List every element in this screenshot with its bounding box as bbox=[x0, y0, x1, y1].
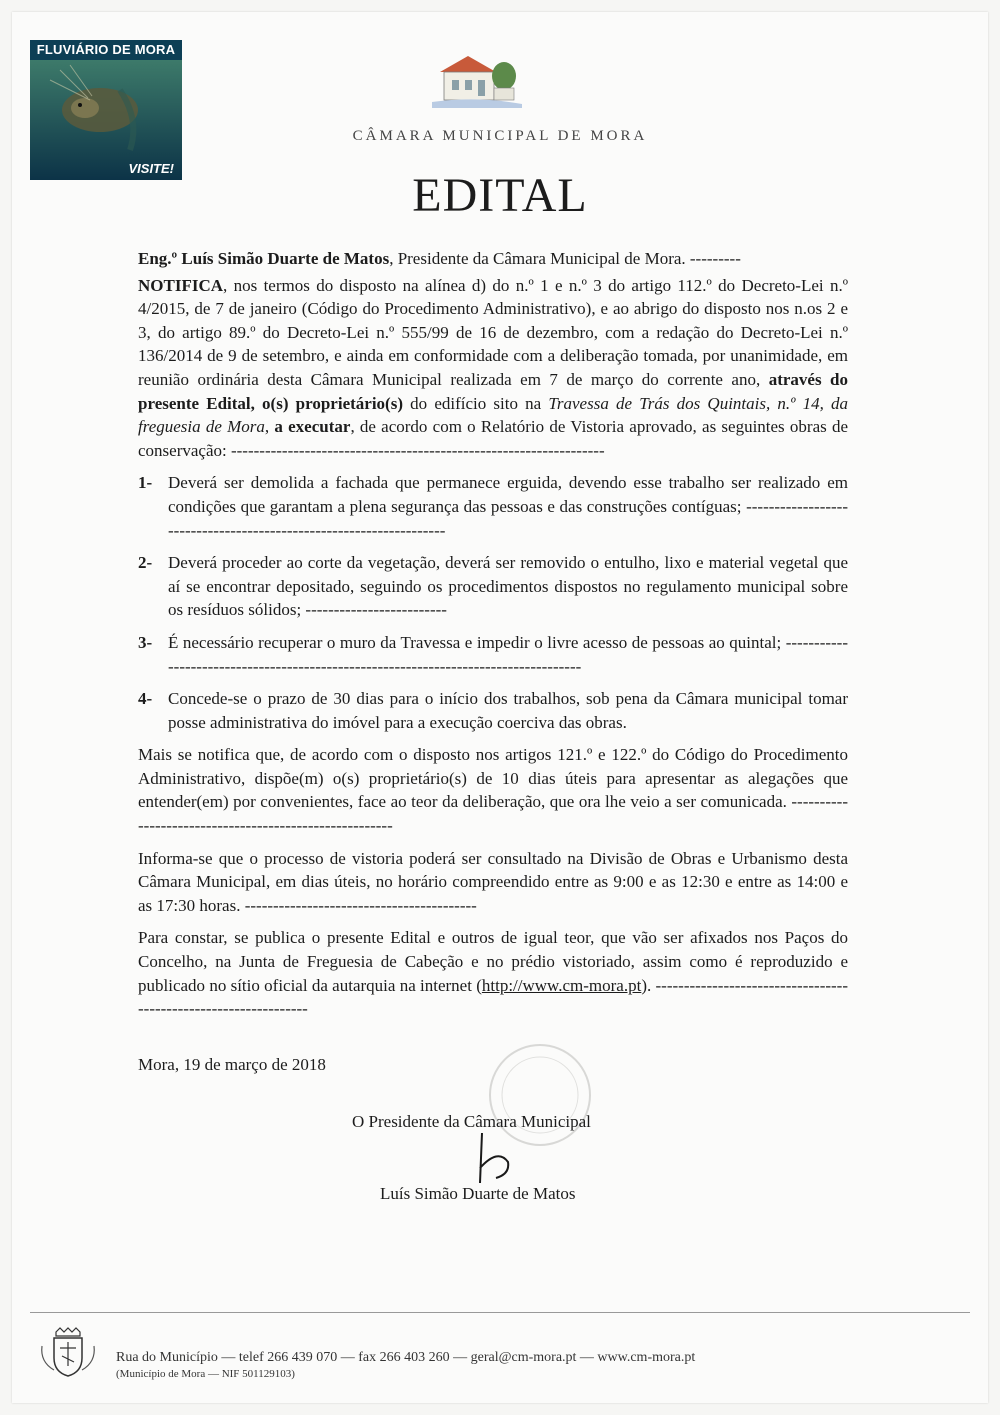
intro-paragraph bbox=[138, 247, 848, 271]
notification-emphasis: através do presente Edital, o(s) proprietário(s) bbox=[138, 369, 848, 413]
list-item-text: Concede-se o prazo de 30 dias para o início dos trabalhos, sob pena da Câmara municipal tomar posse administrativa do imóvel para a execução coerciva das obras. bbox=[168, 689, 848, 732]
property-address: Travessa de Trás dos Quintais, n.º 14, da freguesia de Mora bbox=[138, 393, 849, 437]
list-item-number: 2- bbox=[138, 553, 153, 573]
allegations-paragraph: Mais se notifica que, de acordo com o disposto nos artigos 121.º e 122.º do Código do Procedimento Administrativo, dispõe(m) o(s) proprietário(s) de 10 dias úteis para apresentar as alegações que entender(em) por convenientes, face ao teor da deliberação, que ora lhe veio a ser comunicada. ------------------------------------------------------- bbox=[138, 745, 848, 836]
municipal-building-logo bbox=[432, 48, 522, 110]
footer-divider bbox=[30, 1312, 970, 1313]
list-item-text: Deverá proceder ao corte da vegetação, deverá ser removido o entulho, lixo e material vegetal que aí se encontrar depositado, seguindo os procedimentos dispostos no regulamento municipal sobre os resíduos sólidos; ------------------------- bbox=[168, 553, 848, 620]
document-date: Mora, 19 de março de 2018 bbox=[138, 1055, 326, 1074]
handwritten-signature bbox=[468, 1128, 528, 1188]
notification-paragraph bbox=[138, 274, 848, 463]
coat-of-arms-icon bbox=[36, 1326, 100, 1378]
list-item-number: 3- bbox=[138, 632, 153, 652]
publication-paragraph bbox=[138, 926, 848, 1020]
banner-title: FLUVIÁRIO DE MORA bbox=[36, 42, 176, 57]
notification-text: , de acordo com o Relatório de Vistoria aprovado, as seguintes obras de conservação: ------------------------------------------------------------------ bbox=[138, 417, 848, 460]
notification-text: do edifício sito na bbox=[403, 393, 549, 413]
footer-nif: (Município de Mora — NIF 501129103) bbox=[116, 1368, 295, 1380]
document-title: EDITAL bbox=[412, 169, 588, 222]
intro-text: , Presidente da Câmara Municipal de Mora. --------- bbox=[389, 249, 741, 268]
notification-emphasis: a executar bbox=[274, 417, 351, 437]
consultation-paragraph: Informa-se que o processo de vistoria poderá ser consultado na Divisão de Obras e Urbanismo desta Câmara Municipal, em dias úteis, no horário compreendido entre as 9:00 e as 12:30 e entre as 14:00 e as 17:30 horas. ----------------------------------------- bbox=[138, 848, 848, 915]
footer-contacts: Rua do Município — telef 266 439 070 — fax 266 403 260 — geral@cm-mora.pt — www.cm-mora.pt bbox=[116, 1350, 696, 1365]
list-item-number: 1- bbox=[138, 473, 153, 493]
banner-visit-label: VISITE! bbox=[128, 161, 174, 176]
notifica-keyword: NOTIFICA bbox=[138, 275, 224, 295]
list-item-text: É necessário recuperar o muro da Travessa e impedir o livre acesso de pessoas ao quintal; ------------------------------------------------------------------------------------ bbox=[168, 632, 848, 676]
publication-text: Para constar, se publica o presente Edital e outros de igual teor, que vão ser afixados nos Paços do Concelho, na Junta de Freguesia de Cabeção e no prédio vistoriado, assim como é reproduzido e publicado no sítio oficial da autarquia na internet ( bbox=[138, 928, 848, 995]
website-link[interactable]: http://www.cm-mora.pt bbox=[481, 975, 642, 995]
list-item-text: Deverá ser demolida a fachada que permanece erguida, devendo esse trabalho ser realizado em condições que garantam a plena segurança das pessoas e das construções contíguas; ------------------------------------------------------------------- bbox=[168, 473, 848, 540]
edital-body bbox=[138, 247, 848, 1030]
publication-text: ). ---------------------------------------------------------------- bbox=[138, 975, 848, 1019]
president-name: Eng.º Luís Simão Duarte de Matos bbox=[138, 249, 390, 268]
list-item bbox=[138, 551, 848, 622]
municipality-heading: CÂMARA MUNICIPAL DE MORA bbox=[352, 128, 648, 144]
fluviario-banner[interactable] bbox=[30, 40, 182, 180]
signature-title: O Presidente da Câmara Municipal bbox=[352, 1112, 591, 1131]
list-item bbox=[138, 631, 848, 678]
list-item bbox=[138, 687, 848, 734]
list-item bbox=[138, 471, 848, 542]
notification-text: , bbox=[264, 417, 275, 437]
notification-text: , nos termos do disposto na alínea d) do n.º 1 e n.º 3 do artigo 112.º do Decreto-Lei n.º 4/2015, de 7 de janeiro (Código do Procedimento Administrativo), e ao abrigo do disposto nos n.os 2 e 3, do artigo 89.º do Decreto-Lei n.º 555/99 de 16 de dezembro, com a redação do Decreto-Lei n.º 136/2014 de 9 de setembro, e ainda em conformidade com a deliberação tomada, por unanimidade, em reunião ordinária desta Câmara Municipal realizada em 7 de março do corrente ano, bbox=[138, 275, 848, 389]
list-item-number: 4- bbox=[138, 689, 153, 709]
signatory-name: Luís Simão Duarte de Matos bbox=[380, 1184, 576, 1203]
